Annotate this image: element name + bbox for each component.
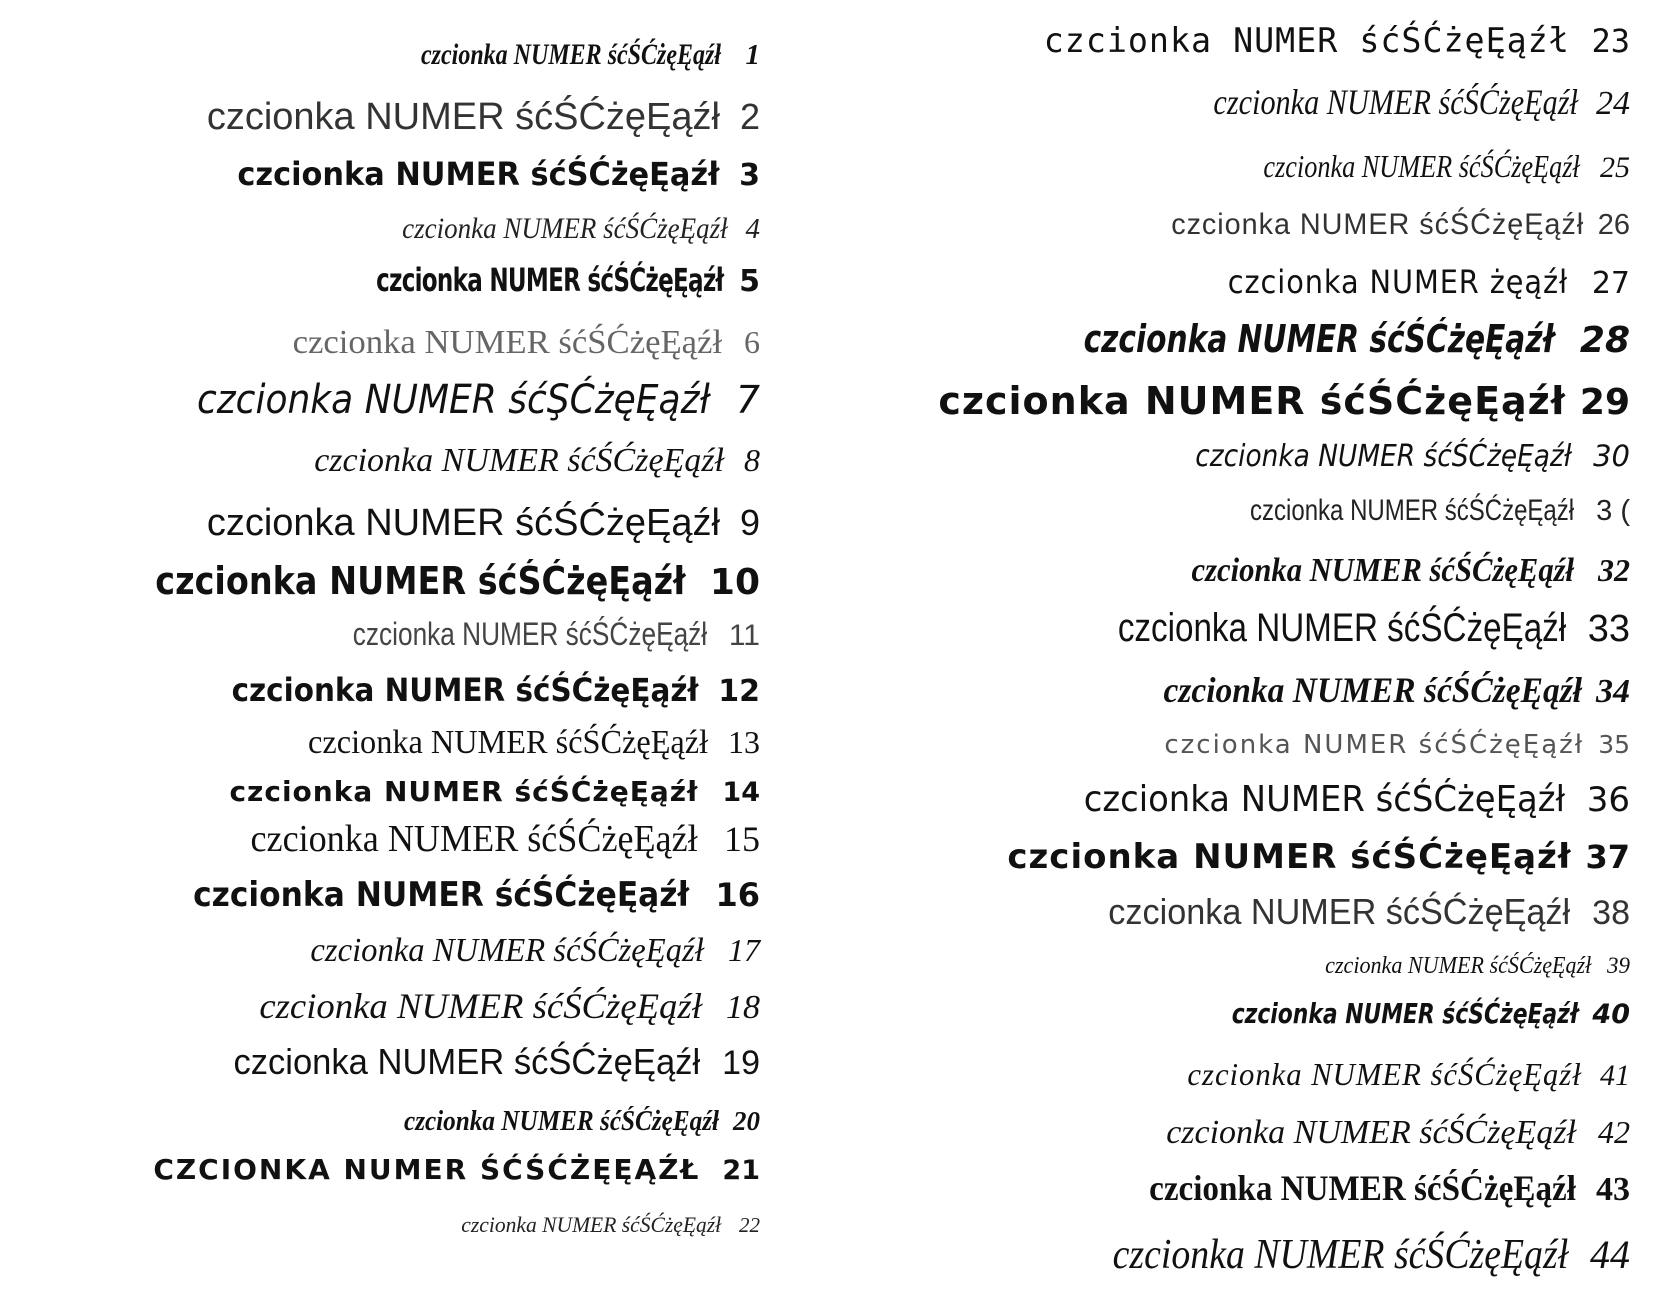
font-sample-row — [212, 155, 760, 193]
font-sample-text: czcionka NUMER śćŚĆżęĘąźł — [1166, 1114, 1576, 1151]
font-sample-row — [287, 726, 760, 760]
font-sample-text: czcionka NUMER śćŚĆżęĘąźł — [461, 1212, 721, 1237]
font-sample-text: czcionka NUMER śćŚĆżęĘąźł — [1149, 1168, 1576, 1208]
font-number-label: 38 — [1592, 894, 1630, 932]
font-sample-row — [1302, 954, 1630, 978]
font-number-label: 28 — [1579, 320, 1630, 361]
font-number-label: 20 — [733, 1106, 760, 1136]
font-number-label: 23 — [1591, 22, 1630, 60]
font-number-label: 40 — [1592, 999, 1630, 1030]
font-sample-row — [1144, 439, 1630, 474]
font-sample-text: czcionka NUMER śćŚĆżęĘąźł — [375, 261, 724, 299]
font-sample-row — [1132, 672, 1630, 709]
font-sample-row — [1149, 554, 1630, 588]
font-number-label: 37 — [1585, 838, 1630, 876]
font-sample-row — [1154, 210, 1630, 240]
font-sample-text: czcionka NUMER śćŚĆżęĘąźł — [307, 724, 708, 761]
font-sample-text: czcionka NUMER śćŚĆżęĘąźł — [314, 442, 724, 479]
font-sample-row — [314, 444, 760, 478]
font-number-label: 24 — [1596, 85, 1630, 122]
font-sample-row — [1169, 496, 1630, 526]
font-sample-row — [456, 1214, 760, 1236]
font-number-label: 14 — [722, 777, 760, 808]
font-sample-row — [229, 775, 760, 808]
font-sample-row — [1112, 1170, 1630, 1207]
font-sample-row — [207, 504, 760, 542]
font-number-label: 19 — [722, 1044, 760, 1082]
font-sample-row — [1084, 891, 1630, 932]
font-number-label: 32 — [1598, 552, 1630, 588]
font-number-label: 22 — [739, 1213, 760, 1237]
font-sample-text: czcionka NUMER śćŚĆżęĘąźł — [403, 1106, 719, 1137]
font-sample-text: czcionka NUMER śćŚĆżęĘąźł — [193, 875, 690, 915]
font-number-label: 8 — [744, 442, 760, 478]
font-sample-row — [1164, 732, 1630, 758]
font-sample-text: czcionka NUMER śćŚĆżęĘąźł — [1213, 82, 1578, 122]
font-sample-text: czcionka NUMER śćŚĆżęĘąźł — [259, 986, 702, 1026]
font-sample-row — [951, 317, 1630, 361]
font-sample-row — [207, 98, 760, 136]
font-sample-text: czcionka NUMER śćŚĆżęĘąźł — [155, 559, 686, 603]
font-number-label: 13 — [728, 724, 760, 760]
font-sample-row — [369, 1108, 760, 1136]
font-sample-row — [292, 324, 760, 361]
font-number-label: 18 — [726, 989, 760, 1026]
font-number-label: 44 — [1590, 1232, 1630, 1277]
font-sample-row — [1144, 84, 1630, 121]
font-sample-row — [1062, 1234, 1630, 1276]
font-number-label: 3 — [739, 158, 760, 193]
font-number-label: 36 — [1586, 780, 1630, 820]
font-sample-row — [275, 618, 760, 651]
font-sample-row — [1166, 1116, 1630, 1150]
font-sample-text: czcionka NUMER śćŚĆżęĘąźł — [206, 502, 720, 544]
font-number-label: 27 — [1591, 266, 1630, 301]
font-number-label: 12 — [718, 674, 760, 709]
font-sample-text: czcionka NUMER śćŚĆżęĘąźł — [206, 96, 720, 138]
font-sample-text: czcionka NUMER śćŚĆżęĘąźł — [1164, 730, 1585, 760]
font-sample-row — [1033, 21, 1630, 61]
font-number-label: 16 — [715, 876, 760, 914]
font-sample-row — [938, 379, 1630, 423]
font-sample-text: czcionka NUMER żęąźł — [1227, 263, 1568, 301]
font-sample-row — [1134, 997, 1630, 1030]
font-sample-text: czcionka NUMER śćŚĆżęĘąźł — [310, 932, 704, 969]
font-sample-text: czcionka NUMER śćŚĆżęĘąźł — [1324, 953, 1591, 979]
font-sample-text: czcionka NUMER śćŚĆżęĘąźł — [233, 1041, 701, 1082]
font-sample-text: czcionka NUMER śćŚĆżęĘąźł — [237, 155, 720, 193]
font-sample-text: czcionka NUMER śćŚĆżęĘąźł — [292, 324, 722, 361]
font-number-label: 29 — [1579, 382, 1630, 423]
font-sample-text: czcionka NUMER śćŚĆżęĘąźł — [1163, 670, 1582, 710]
font-sample-row — [191, 671, 760, 709]
font-sample-text: czcionka NUMER śćŚĆżęĘąźł — [1187, 1056, 1582, 1092]
font-sample-text: czcionka NUMER śćŚĆżęĘąźł — [352, 616, 707, 652]
font-number-label: 43 — [1596, 1171, 1630, 1208]
font-sample-text: czcionka NUMER śćŚĆżęĘąźł — [1250, 494, 1575, 527]
font-sample-text: czcionka NUMER śćŚĆżęĘąźł — [1083, 317, 1554, 361]
font-number-label: 26 — [1597, 209, 1630, 241]
font-sample-row — [214, 1041, 760, 1082]
font-sample-row — [241, 261, 760, 299]
font-number-label: 17 — [728, 932, 760, 968]
font-number-label: 41 — [1600, 1059, 1630, 1092]
font-sample-text: czcionka NUMER śćŚĆżęĘąźł — [421, 38, 722, 71]
font-number-label: 6 — [744, 324, 760, 360]
font-sample-text: czcionka NUMER śćŚĆżęĘąźł — [1170, 208, 1584, 241]
font-number-label: 25 — [1600, 151, 1630, 184]
font-number-label: 4 — [745, 213, 760, 245]
font-sample-row — [83, 559, 760, 603]
font-sample-row — [1007, 837, 1630, 877]
font-sample-row — [294, 934, 760, 968]
font-sample-text: czcionka NUMER śćŚĆżęĘąźł — [250, 818, 698, 860]
font-sample-row — [366, 214, 760, 244]
font-sample-row — [1194, 150, 1630, 183]
font-number-label: 42 — [1598, 1114, 1630, 1150]
font-sample-text: czcionka NUMER śćŚĆżęĘąźł — [1043, 21, 1570, 61]
font-sample-text: czcionka NUMER śćŞĆżęĘąźł — [196, 377, 710, 423]
font-sample-text: czcionka NUMER śćŚĆżęĘąźł — [231, 671, 699, 709]
font-sample-row — [150, 875, 760, 915]
font-sample-row — [1026, 608, 1630, 648]
font-sample-row — [259, 986, 760, 1026]
font-sample-row — [140, 377, 760, 423]
font-sample-text: czcionka NUMER śćŚĆżęĘąźł — [229, 775, 699, 808]
font-number-label: 7 — [735, 378, 760, 422]
left-sample-column — [0, 0, 760, 1294]
font-sample-text: czcionka NUMER śćŚĆżęĘąźł — [1263, 148, 1580, 184]
font-number-label: 15 — [724, 819, 760, 859]
font-number-label: 35 — [1598, 730, 1630, 759]
font-sample-row — [1171, 1058, 1630, 1091]
font-number-label: 2 — [739, 96, 760, 137]
font-sample-text: CZCIONKA NUMER ŚĆŚĆŻĘĘĄŹŁ — [153, 1153, 701, 1186]
font-number-label: 39 — [1607, 953, 1630, 978]
font-sample-text: czcionka NUMER śćŚĆżęĘąźł — [1191, 552, 1574, 589]
font-number-label: 10 — [709, 562, 760, 603]
font-sample-text: czcionka NUMER śćŚĆżęĘąźł — [1117, 606, 1566, 650]
font-sample-row — [153, 1153, 760, 1186]
font-number-label: 21 — [722, 1155, 760, 1186]
font-sample-text: czcionka NUMER śćŚĆżęĘąźł — [1112, 1232, 1568, 1278]
font-number-label: 5 — [739, 264, 760, 299]
font-number-label: 1 — [745, 39, 760, 71]
font-number-label: 30 — [1593, 439, 1630, 473]
font-number-label: 34 — [1596, 673, 1630, 710]
font-number-label: 9 — [739, 502, 760, 543]
font-sample-text: czcionka NUMER śćŚĆżęĘąźł — [938, 379, 1566, 423]
right-sample-column — [840, 0, 1630, 1294]
font-number-label: 3 ( — [1596, 495, 1630, 527]
font-sample-row — [1053, 779, 1630, 820]
font-sample-text: czcionka NUMER śćŚĆżęĘąźł — [1083, 779, 1565, 820]
font-sample-row — [1190, 263, 1630, 301]
font-sample-row — [227, 820, 760, 858]
font-number-label: 11 — [728, 619, 760, 652]
font-sample-row — [346, 40, 760, 70]
font-sample-text: czcionka NUMER śćŚĆżęĘąźł — [1232, 997, 1579, 1030]
font-sample-text: czcionka NUMER śćŚĆżęĘąźł — [1108, 891, 1571, 932]
font-sample-text: czcionka NUMER śćŚĆżęĘąźł — [1195, 439, 1572, 474]
font-number-label: 33 — [1587, 608, 1630, 650]
font-sample-text: czcionka NUMER śćŚĆżęĘąźł — [402, 212, 728, 245]
font-sample-text: czcionka NUMER śćŚĆżęĘąźł — [1007, 837, 1572, 877]
